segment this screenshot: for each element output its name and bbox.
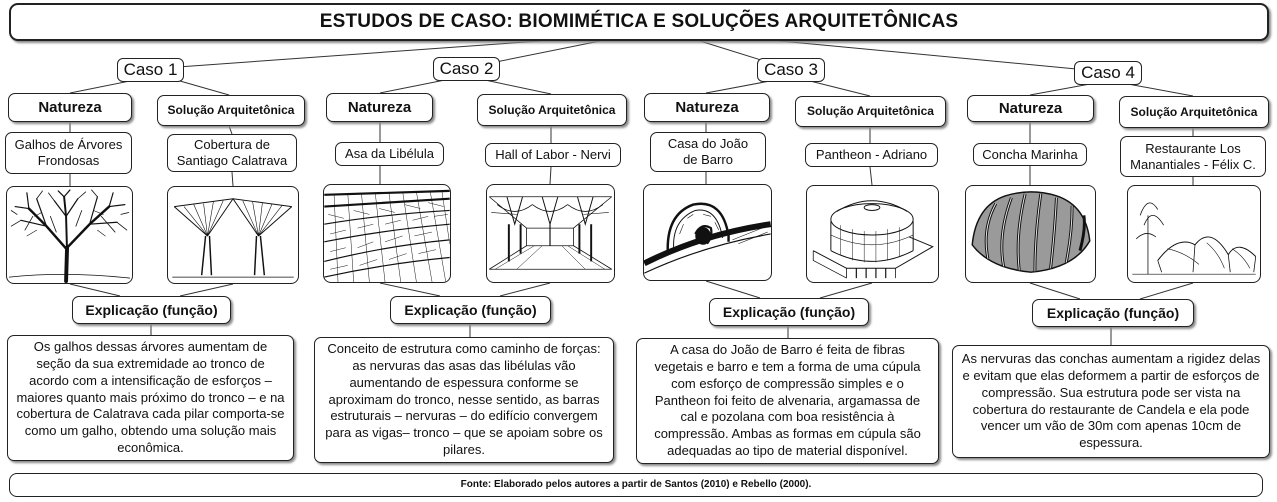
case-2-nature-item: Asa da Libélula <box>335 142 444 166</box>
dragonfly-wing-drawing <box>324 185 450 282</box>
case-2-explanation-text: Conceito de estrutura como caminho de forças: as nervuras das asas das libélulas vão aumentando de espessura conforme se aproximam do tronco, nesse sentido, as barras estruturais – nervuras – do edifício convergem para as vigas– tronco – que se apoiam sobre os pilares. <box>314 337 614 463</box>
los-manantiales-drawing <box>1128 186 1260 282</box>
case-4-nature-item: Concha Marinha <box>973 143 1087 166</box>
case-4-solution-header: Solução Arquitetônica <box>1119 96 1269 128</box>
calatrava-canopy-image <box>167 186 299 284</box>
case-1-explanation-text: Os galhos dessas árvores aumentam de seção da sua extremidade ao tronco de acordo com a intensificação de esforços – maiores quanto mais próximo do tronco – e na cobertura de Calatrava cada pilar comporta-se como um galho, obtendo uma solução mais econômica. <box>7 335 294 461</box>
dragonfly-wing-image <box>323 184 451 283</box>
pantheon-image <box>806 185 939 283</box>
source-footer: Fonte: Elaborado pelos autores a partir de Santos (2010) e Rebello (2000). <box>9 473 1263 497</box>
los-manantiales-image <box>1127 185 1261 283</box>
case-3-solution-item: Pantheon - Adriano <box>805 143 938 167</box>
case-2-nature-header: Natureza <box>326 93 433 122</box>
seashell-image <box>965 185 1096 283</box>
case-1-solution-item: Cobertura de Santiago Calatrava <box>167 134 297 172</box>
case-1-explanation-header: Explicação (função) <box>72 296 231 324</box>
case-3-nature-item: Casa do João de Barro <box>650 132 766 172</box>
case-1-label: Caso 1 <box>117 58 184 82</box>
case-1-nature-header: Natureza <box>8 93 132 122</box>
case-3-solution-header: Solução Arquitetônica <box>795 96 946 127</box>
ovenbird-nest-image <box>643 184 772 281</box>
case-2-explanation-header: Explicação (função) <box>390 296 551 324</box>
case-3-explanation-text: A casa do João de Barro é feita de fibras vegetais e barro e tem a forma de uma cúpula com esforço de compressão simples e o Pantheon foi feito de alvenaria, argamassa de cal e pozolana com boa resistência à compressão. Ambas as formas em cúpula são adequadas ao tipo de material disponível. <box>636 338 939 464</box>
hall-of-labor-image <box>486 184 615 283</box>
tree-branches-image <box>6 186 133 284</box>
case-2-solution-header: Solução Arquitetônica <box>477 94 627 126</box>
hall-of-labor-drawing <box>487 185 614 282</box>
case-3-explanation-header: Explicação (função) <box>709 298 869 326</box>
case-2-solution-item: Hall of Labor - Nervi <box>485 143 621 167</box>
case-4-label: Caso 4 <box>1074 61 1142 85</box>
calatrava-canopy-drawing <box>168 187 298 283</box>
tree-branches-drawing <box>7 187 132 283</box>
pantheon-drawing <box>807 186 938 282</box>
case-1-solution-header: Solução Arquitetônica <box>157 95 305 126</box>
ovenbird-nest-drawing <box>644 185 771 280</box>
case-4-nature-header: Natureza <box>967 95 1094 122</box>
diagram-title: ESTUDOS DE CASO: BIOMIMÉTICA E SOLUÇÕES ARQUITETÔNICAS <box>9 3 1269 41</box>
case-4-solution-item: Restaurante Los Manantiales - Félix C. <box>1120 136 1266 177</box>
seashell-drawing <box>966 186 1095 282</box>
case-2-label: Caso 2 <box>433 57 500 81</box>
case-3-label: Caso 3 <box>757 58 825 82</box>
case-3-nature-header: Natureza <box>644 93 770 122</box>
case-4-explanation-header: Explicação (função) <box>1032 299 1194 327</box>
case-4-explanation-text: As nervuras das conchas aumentam a rigidez delas e evitam que elas deformem a partir de esforços de compressão. Sua estrutura pode ser vista na cobertura do restaurante de Candela e ela pode vencer um vão de 30m com apenas 10cm de espessura. <box>952 345 1270 458</box>
case-1-nature-item: Galhos de Árvores Frondosas <box>5 132 132 174</box>
